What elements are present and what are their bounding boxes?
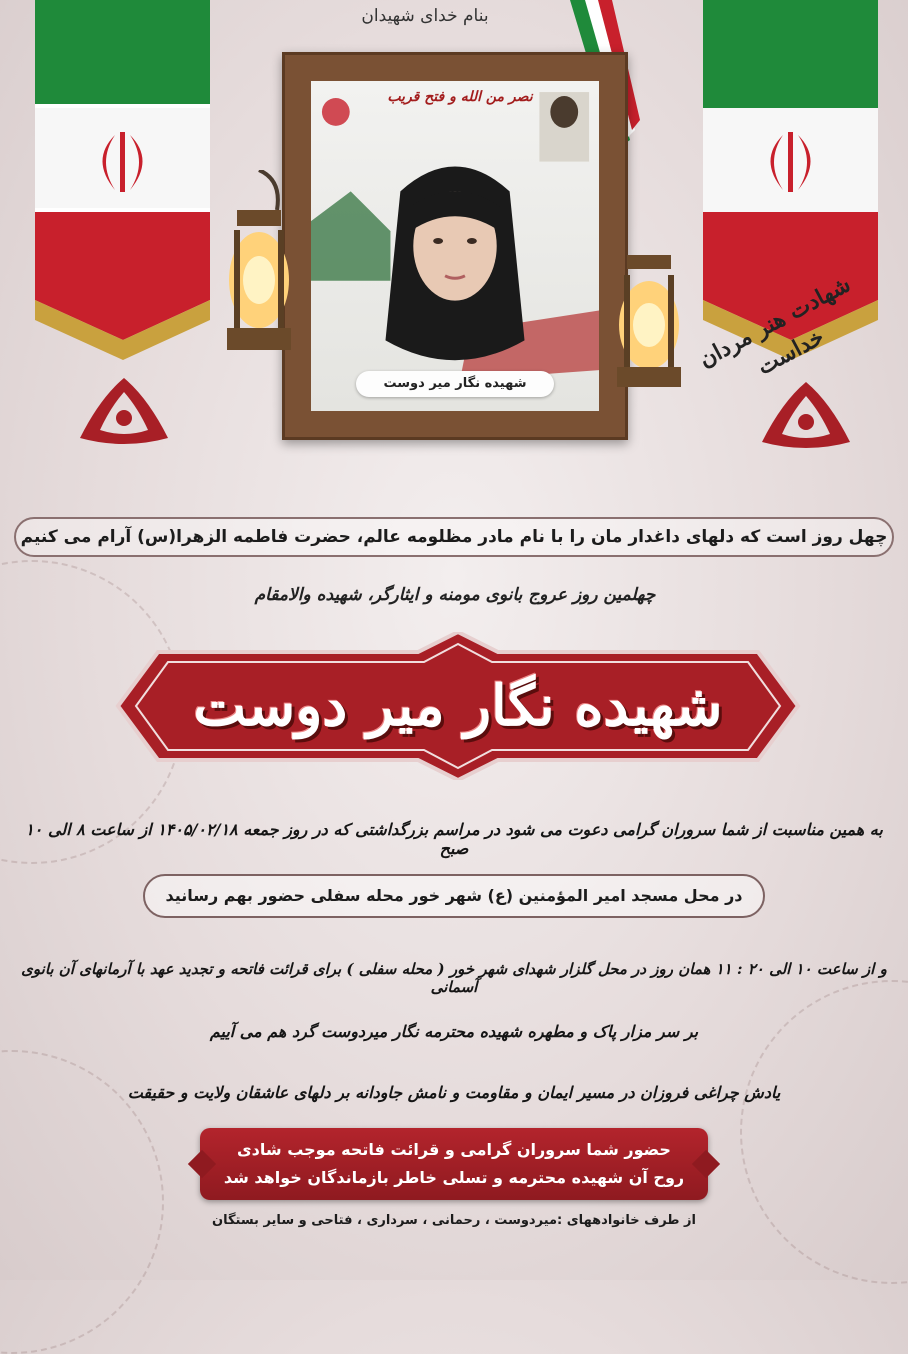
families-text: از طرف خانوادههای :میردوست ، رحمانی ، سرداری ، فتاحی و سایر بستگان — [211, 1213, 696, 1228]
iran-flag-left — [35, 0, 210, 360]
invocation-text: بنام خدای شهیدان — [361, 6, 489, 26]
closing-box — [200, 1128, 708, 1200]
portrait-photo — [311, 81, 599, 411]
second-ceremony-text: و از ساعت ۱۰ الی ۲۰ : ۱۱ همان روز در محل گلزار شهدای شهر خور ( محله سفلی ) برای قرائت فاتحه و تجدید عهد با آرمانهای آن بانوی آسمانی — [21, 960, 887, 996]
intro-ribbon: چهل روز است که دلهای داغدار مان را با نام مادر مظلومه عالم، حضرت فاطمه الزهرا(س) آرام می کنیم — [14, 517, 894, 557]
portrait-illustration — [311, 81, 599, 411]
lantern-left-icon — [222, 170, 296, 360]
closing-line-1: حضور شما سروران گرامی و قرائت فاتحه موجب شادی — [237, 1140, 671, 1159]
invite-text: به همین مناسبت از شما سروران گرامی دعوت می شود در مراسم بزرگداشتی که در روز جمعه ۱۴۰۵/۰۲/۱۸ از ساعت ۸ الی ۱۰ صبح — [25, 820, 883, 858]
location-pill: در محل مسجد امیر المؤمنین (ع) شهر خور محله سفلی حضور بهم رسانید — [143, 874, 765, 918]
floral-motif-left-icon — [78, 378, 170, 450]
flag-left-graphic — [35, 0, 210, 360]
photo-caption: شهیده نگار میر دوست — [356, 371, 554, 397]
closing-line-2: روح آن شهیده محترمه و تسلی خاطر بازماندگان خواهد شد — [223, 1168, 685, 1187]
floral-motif-right-icon — [760, 382, 852, 454]
subtitle-text: چهلمین روز عروج بانوی مومنه و ایثارگر، شهیده والامقام — [254, 585, 656, 605]
name-plaque — [88, 632, 828, 780]
memory-text: یادش چراغی فروزان در مسیر ایمان و مقاومت و نامش جاودانه بر دلهای عاشقان ولایت و حقیقت — [127, 1083, 781, 1102]
grave-text: بر سر مزار پاک و مطهره شهیده محترمه نگار میردوست گرد هم می آییم — [209, 1022, 699, 1041]
calligraphy-text: شهادت هنر مردان خداست — [694, 271, 855, 381]
martyr-name-title: شهیده نگار میر دوست — [193, 673, 723, 739]
photo-banner-text: نصر من الله و فتح قریب — [387, 89, 533, 105]
portrait-frame — [282, 52, 628, 440]
lantern-right-icon — [612, 245, 686, 395]
